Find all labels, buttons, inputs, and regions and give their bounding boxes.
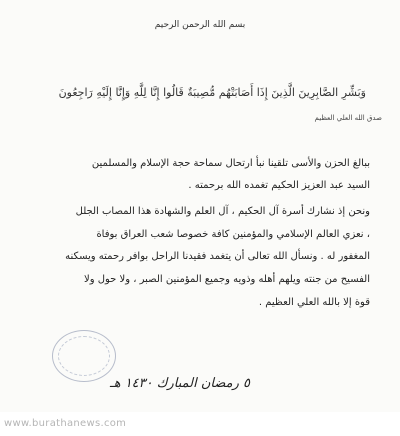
sadaq-line: صدق الله العلي العظيم <box>314 114 382 122</box>
body-line: ببالغ الحزن والأسى تلقينا نبأ ارتحال سماحة حجة الإسلام والمسلمين <box>91 158 370 169</box>
body-line: الفسيح من جنته ويلهم أهله وذويه وجميع المؤمنين الصبر ، ولا حول ولا <box>84 274 370 285</box>
quran-verse: وَبَشِّرِ الصَّابِرِينَ الَّذِينَ إِذَا أَصَابَتْهُم مُّصِيبَةٌ قَالُوا إِنَّا لِلَّهِ وَإِنَّا إِلَيْهِ رَاجِعُونَ <box>58 86 366 99</box>
body-line: السيد عبد العزيز الحكيم تغمده الله برحمته . <box>188 180 370 191</box>
basmala: بسم الله الرحمن الرحيم <box>154 20 246 30</box>
watermark-url: www.burathanews.com <box>4 418 127 429</box>
body-line: المغفور له . ونسأل الله تعالى أن يتغمد فقيدنا الراحل بوافر رحمته ويسكنه <box>65 251 370 262</box>
body-line: ونحن إذ نشارك أسرة آل الحكيم ، آل العلم والشهادة هذا المصاب الجلل <box>75 206 370 217</box>
body-line: ، نعزي العالم الإسلامي والمؤمنين كافة خصوصا شعب العراق بوفاة <box>96 229 370 240</box>
handwritten-date: ٥ رمضان المبارك ١٤٣٠ هـ <box>109 376 250 391</box>
stamp-seal-ring <box>58 336 110 376</box>
body-line: قوة إلا بالله العلي العظيم . <box>258 297 370 308</box>
